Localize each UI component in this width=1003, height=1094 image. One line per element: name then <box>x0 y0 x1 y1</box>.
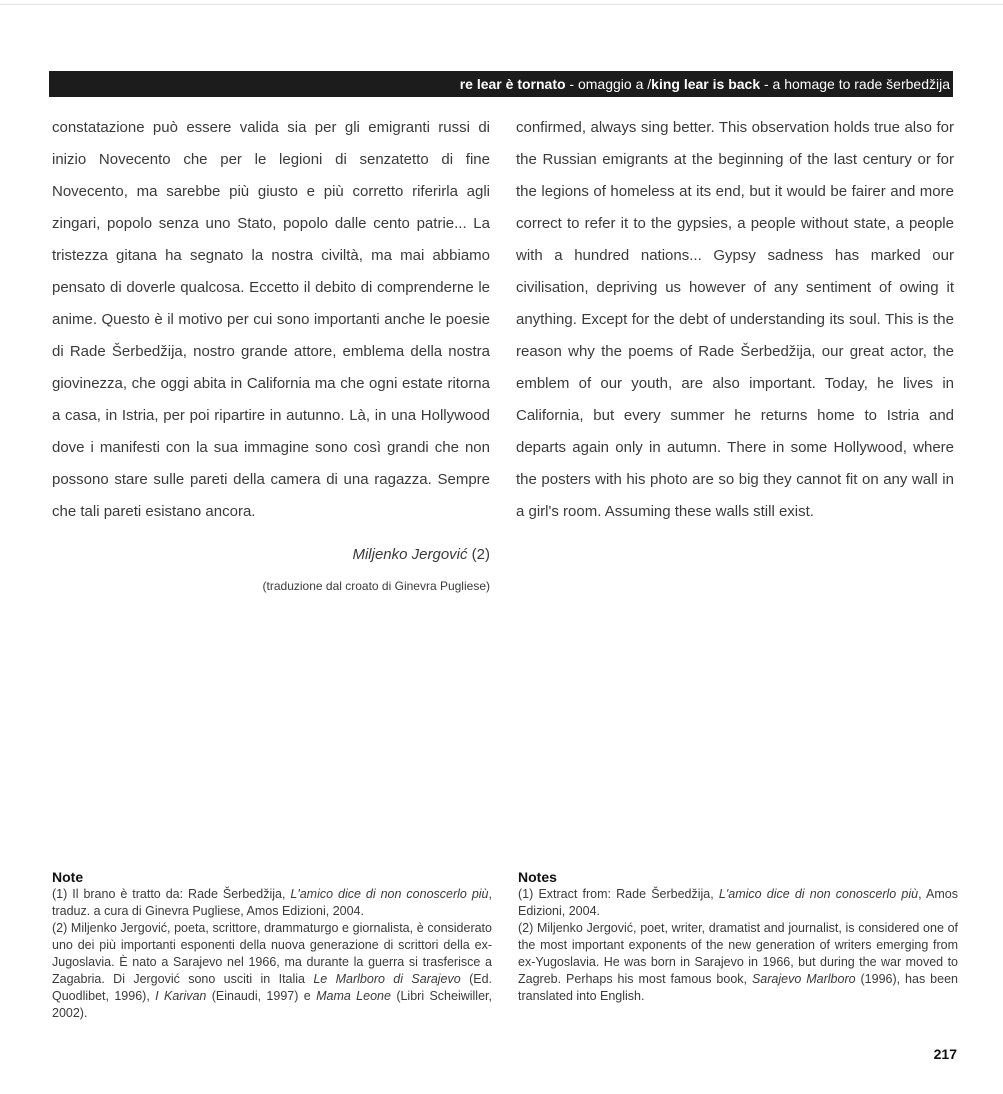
italian-notes-heading: Note <box>52 869 84 885</box>
english-column <box>516 112 954 528</box>
header-italian-title: re lear è tornato - omaggio a / <box>459 76 652 92</box>
translation-credit: (traduzione dal croato di Ginevra Pugliese) <box>262 579 490 593</box>
top-rule <box>0 4 1003 5</box>
italian-note-2: (2) Miljenko Jergović, poeta, scrittore, drammaturgo e giornalista, è considerato uno dei più importanti esponenti della nuova generazione di scrittori della ex-Jugoslavia. È nato a Sarajevo nel 1966, ma durante la guerra si trasferisce a Zagabria. Di Jergović sono usciti in Italia Le Marlboro di Sarajevo (Ed. Quodlibet, 1996), I Karivan (Einaudi, 1997) e Mama Leone (Libri Scheiwiller, 2002). <box>52 921 492 1020</box>
english-note-2: (2) Miljenko Jergović, poet, writer, dramatist and journalist, is considered one of the most important exponents of the new generation of writers emerging from ex-Yugoslavia. He was born in Sarajevo in 1966, but during the war moved to Zagreb. Perhaps his most famous book, Sarajevo Marlboro (1996), has been translated into English. <box>518 921 958 1003</box>
header-english-title: king lear is back - a homage to rade šerbedžija <box>651 76 950 92</box>
english-notes <box>518 868 958 1005</box>
english-body-text: confirmed, always sing better. This observation holds true also for the Russian emigrants at the beginning of the last century or for the legions of homeless at its end, but it would be fairer and more correct to refer it to the gypsies, a people without state, a people with a hundred nations... Gypsy sadness has marked our civilisation, depriving us however of any sentiment of owing it anything. Except for the debt of understanding its soul. This is the reason why the poems of Rade Šerbedžija, our great actor, the emblem of our youth, are also important. Today, he lives in California, but every summer he returns home to Istria and departs again only in autumn. There in some Hollywood, where the posters with his photo are so big they cannot fit on any wall in a girl's room. Assuming these walls still exist. <box>516 119 954 520</box>
signature-name: Miljenko Jergović <box>352 546 468 563</box>
english-note-1: (1) Extract from: Rade Šerbedžija, L'amico dice di non conoscerlo più, Amos Edizioni, 2004. <box>518 887 958 918</box>
italian-note-1: (1) Il brano è tratto da: Rade Šerbedžija, L'amico dice di non conoscerlo più, traduz. a cura di Ginevra Pugliese, Amos Edizioni, 2004. <box>52 887 492 918</box>
page-number: 217 <box>933 1046 957 1062</box>
italian-body-text: constatazione può essere valida sia per gli emigranti russi di inizio Novecento che per le legioni di senzatetto di fine Novecento, ma sarebbe più giusto e più corretto riferirla agli zingari, popolo senza uno Stato, popolo dalle cento patrie... La tristezza gitana ha segnato la nostra civiltà, ma mai abbiamo pensato di doverle qualcosa. Eccetto il debito di comprenderne le anime. Questo è il motivo per cui sono importanti anche le poesie di Rade Šerbedžija, nostro grande attore, emblema della nostra giovinezza, che oggi abita in California ma che ogni estate ritorna a casa, in Istria, per poi ripartire in autunno. Là, in una Hollywood dove i manifesti con la sua immagine sono così grandi che non possono stare sulle pareti della camera di una ragazza. Sempre che tali pareti esistano ancora. <box>52 119 490 520</box>
italian-notes <box>52 868 492 1022</box>
english-notes-heading: Notes <box>518 869 557 885</box>
header-bar <box>49 71 953 97</box>
italian-column <box>52 112 490 594</box>
signature <box>52 545 490 565</box>
signature-note-ref: (2) <box>467 546 490 563</box>
